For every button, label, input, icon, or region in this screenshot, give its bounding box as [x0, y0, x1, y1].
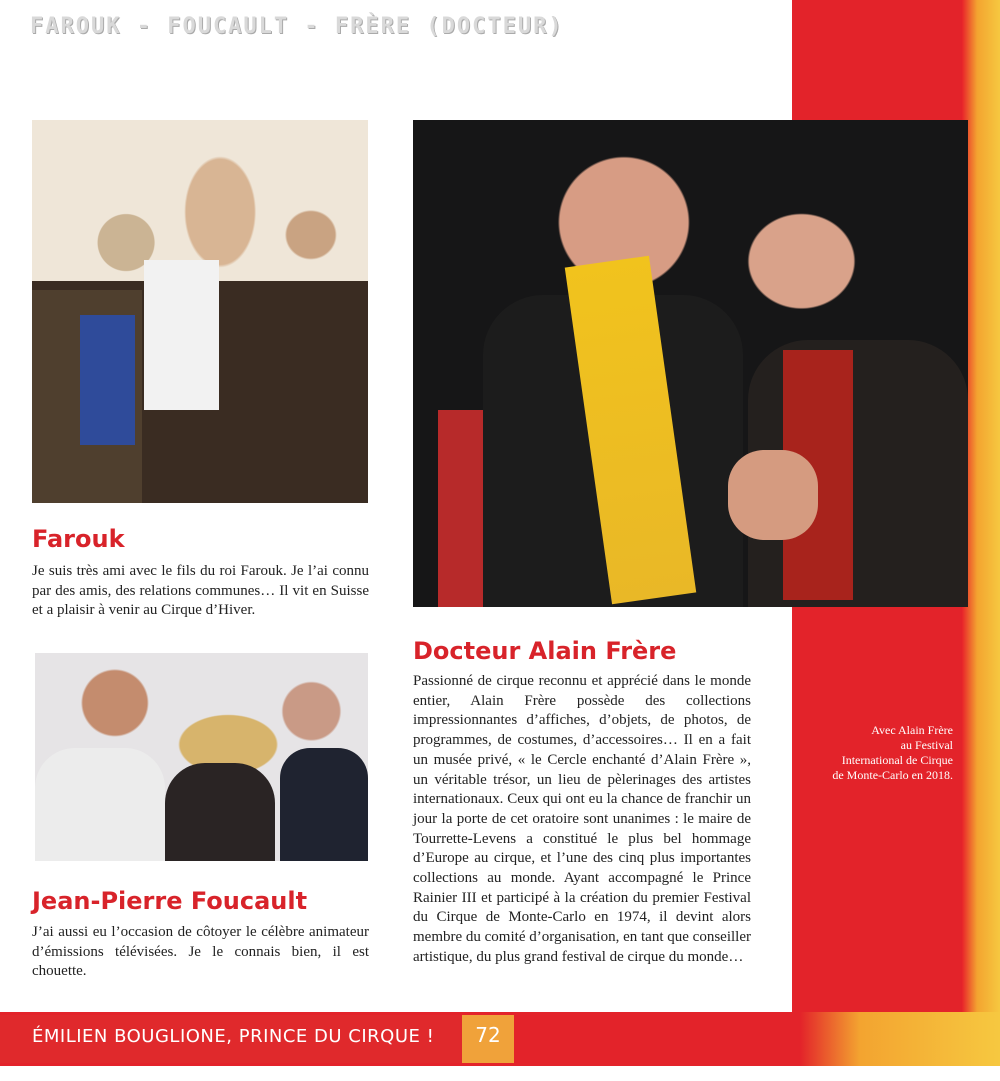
caption-line: de Monte-Carlo en 2018.	[832, 768, 953, 782]
photo-farouk	[32, 120, 368, 503]
section-text-foucault: J’ai aussi eu l’occasion de côtoyer le célèbre animateur d’émissions télévisées. Je le connais bien, il est chouette.	[32, 924, 369, 980]
photo-figure	[728, 450, 818, 540]
caption-line: au Festival	[900, 738, 953, 752]
section-heading-frere: Docteur Alain Frère	[413, 637, 677, 665]
page-header-title: FAROUK - FOUCAULT - FRÈRE (DOCTEUR)	[30, 14, 564, 39]
photo-figure	[35, 748, 165, 861]
photo-figure	[280, 748, 368, 861]
section-text-frere: Passionné de cirque reconnu et apprécié dans le monde entier, Alain Frère possède des collections impressionnantes d’affiches, d’objets, de photos, de programmes, de costumes, d’accessoires… Il en a fait un musée privé, « le Cercle enchanté d’Alain Frère », un véritable trésor, un lieu de pèlerinages des artistes internationaux. Ceux qui ont eu la chance de franchir un jour la porte de cet oratoire sont unanimes : le maire de Tourrette-Levens a constitué le plus bel hommage d’Europe au cirque, et l’une des cinq plus importantes collections au monde. Ayant accompagné le Prince Rainier III et participé à la création du premier Festival du Cirque de Monte-Carlo en 1974, il devint alors membre du comité d’organisation, en tant que conseiller artistique, du plus grand festival de cirque du monde…	[413, 673, 751, 965]
photo-figure	[144, 260, 219, 410]
photo-foucault	[35, 653, 368, 861]
page-number: 72	[475, 1023, 501, 1047]
caption-line: International de Cirque	[841, 753, 953, 767]
section-heading-foucault: Jean-Pierre Foucault	[32, 887, 308, 915]
photo-figure	[165, 763, 275, 861]
footer-book-title: ÉMILIEN BOUGLIONE, PRINCE DU CIRQUE !	[32, 1026, 435, 1047]
bottom-margin	[0, 1066, 1000, 1081]
section-heading-farouk: Farouk	[32, 525, 125, 553]
photo-figure	[80, 315, 135, 445]
photo-alain-frere	[413, 120, 968, 607]
section-text-farouk: Je suis très ami avec le fils du roi Farouk. Je l’ai connu par des amis, des relations communes… Il vit en Suisse et a plaisir à venir au Cirque d’Hiver.	[32, 563, 369, 619]
photo-caption	[803, 723, 953, 783]
caption-line: Avec Alain Frère	[871, 723, 953, 737]
